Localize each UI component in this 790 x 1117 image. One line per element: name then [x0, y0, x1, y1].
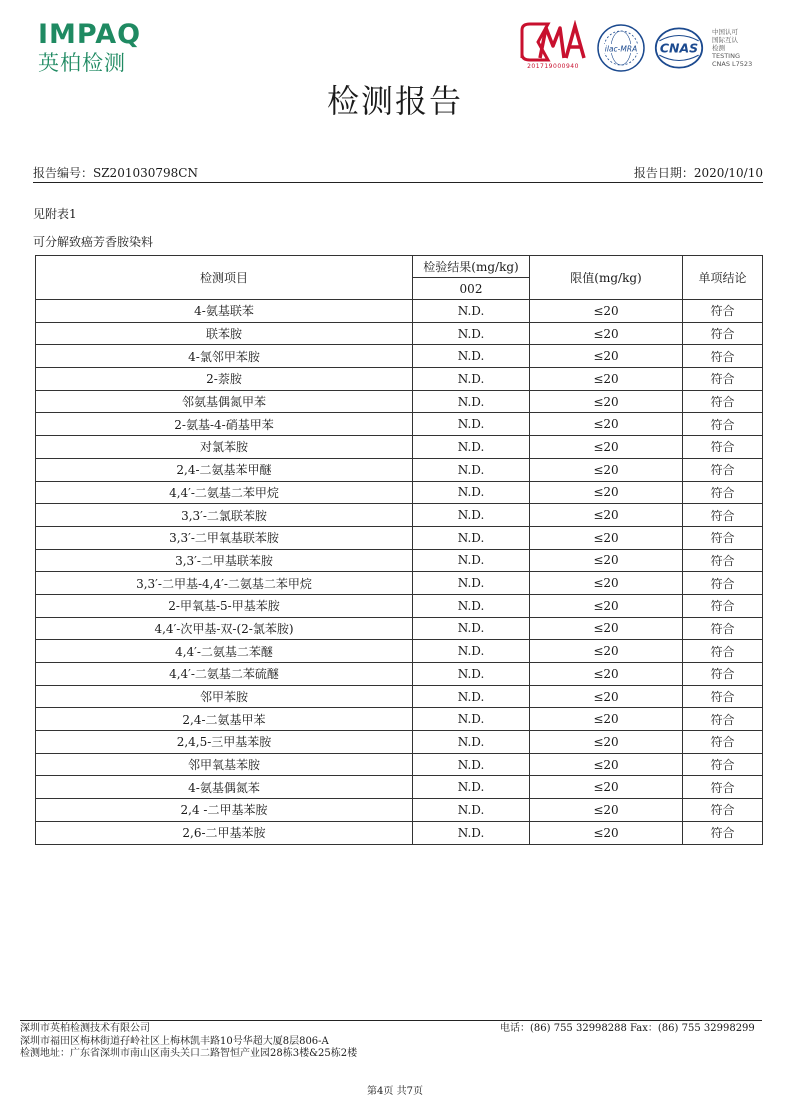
table-row: [36, 617, 763, 640]
report-date: 报告日期：2020/10/10: [633, 166, 763, 180]
cell-limit: ≤20: [530, 368, 683, 391]
table-row: [36, 663, 763, 686]
table-row: [36, 549, 763, 572]
cell-limit: ≤20: [530, 526, 683, 549]
cell-conclusion: 符合: [683, 640, 763, 663]
cnas-icon: [654, 23, 704, 73]
cell-test-item: 2,4-二氨基苯甲醚: [36, 458, 413, 481]
cell-limit: ≤20: [530, 776, 683, 799]
cell-result: N.D.: [413, 300, 530, 323]
cma-number: 201719000940: [527, 63, 579, 70]
ilac-mra-icon: [596, 23, 646, 73]
table-row: [36, 799, 763, 822]
cell-test-item: 对氯苯胺: [36, 436, 413, 459]
logo-wordmark: IMPAQ: [38, 19, 142, 50]
table-row: [36, 708, 763, 731]
cnas-caption-line: 检测: [712, 44, 725, 52]
cell-conclusion: 符合: [683, 368, 763, 391]
header-conclusion: 单项结论: [683, 256, 763, 300]
table-row: [36, 368, 763, 391]
cell-result: N.D.: [413, 322, 530, 345]
cell-conclusion: 符合: [683, 708, 763, 731]
cma-logo-icon: [518, 20, 588, 64]
cell-limit: ≤20: [530, 821, 683, 844]
cell-conclusion: 符合: [683, 572, 763, 595]
cell-result: N.D.: [413, 504, 530, 527]
cnas-text: CNAS: [659, 40, 699, 56]
cell-result: N.D.: [413, 458, 530, 481]
cell-limit: ≤20: [530, 413, 683, 436]
annex-label: 见附表1: [33, 207, 77, 221]
cell-limit: ≤20: [530, 300, 683, 323]
table-row: [36, 458, 763, 481]
header-test-item: 检测项目: [36, 256, 413, 300]
cell-test-item: 邻氨基偶氮甲苯: [36, 390, 413, 413]
header-result: 检验结果(mg/kg): [413, 256, 530, 278]
cell-result: N.D.: [413, 572, 530, 595]
cell-result: N.D.: [413, 481, 530, 504]
cell-limit: ≤20: [530, 799, 683, 822]
cell-limit: ≤20: [530, 753, 683, 776]
cell-result: N.D.: [413, 413, 530, 436]
footer-company: 深圳市英柏检测技术有限公司: [20, 1023, 150, 1034]
cell-test-item: 联苯胺: [36, 322, 413, 345]
report-meta: [33, 162, 763, 183]
cell-result: N.D.: [413, 345, 530, 368]
logo-subtitle: 英柏检测: [38, 51, 126, 75]
cell-result: N.D.: [413, 776, 530, 799]
cell-limit: ≤20: [530, 663, 683, 686]
table-row: [36, 526, 763, 549]
cell-conclusion: 符合: [683, 526, 763, 549]
cell-result: N.D.: [413, 799, 530, 822]
report-title: 检测报告: [326, 82, 463, 120]
cell-conclusion: 符合: [683, 799, 763, 822]
cell-test-item: 2-萘胺: [36, 368, 413, 391]
cell-limit: ≤20: [530, 685, 683, 708]
cell-test-item: 4-氨基联苯: [36, 300, 413, 323]
report-number: 报告编号：SZ201030798CN: [33, 166, 198, 180]
cell-test-item: 2,4,5-三甲基苯胺: [36, 731, 413, 754]
company-logo: [38, 20, 168, 76]
table-row: [36, 413, 763, 436]
table-row: [36, 753, 763, 776]
cell-test-item: 4,4′-二氨基二苯硫醚: [36, 663, 413, 686]
cell-conclusion: 符合: [683, 776, 763, 799]
cma-mark: [518, 20, 588, 76]
cell-result: N.D.: [413, 708, 530, 731]
footer-lab-address: 检测地址：广东省深圳市南山区南头关口二路智恒产业园28栋3楼&25栋2楼: [20, 1048, 358, 1059]
section-title: 可分解致癌芳香胺染料: [33, 235, 154, 249]
table-row: [36, 776, 763, 799]
cnas-caption-line: 国际互认: [712, 36, 738, 44]
cell-result: N.D.: [413, 685, 530, 708]
table-row: [36, 345, 763, 368]
cell-limit: ≤20: [530, 549, 683, 572]
cell-test-item: 3,3′-二甲基-4,4′-二氨基二苯甲烷: [36, 572, 413, 595]
table-row: [36, 594, 763, 617]
cell-test-item: 4-氨基偶氮苯: [36, 776, 413, 799]
cell-conclusion: 符合: [683, 481, 763, 504]
cell-result: N.D.: [413, 368, 530, 391]
cell-test-item: 4,4′-次甲基-双-(2-氯苯胺): [36, 617, 413, 640]
cell-test-item: 4-氯邻甲苯胺: [36, 345, 413, 368]
cell-result: N.D.: [413, 753, 530, 776]
cell-test-item: 3,3′-二氯联苯胺: [36, 504, 413, 527]
table-row: [36, 504, 763, 527]
cell-result: N.D.: [413, 640, 530, 663]
cell-limit: ≤20: [530, 504, 683, 527]
cell-conclusion: 符合: [683, 345, 763, 368]
cell-test-item: 2-氨基-4-硝基甲苯: [36, 413, 413, 436]
footer-phone: 电话：(86) 755 32998288 Fax：(86) 755 32998299: [500, 1023, 755, 1034]
table-row: [36, 731, 763, 754]
footer: [20, 1020, 762, 1059]
table-row: [36, 390, 763, 413]
cell-result: N.D.: [413, 663, 530, 686]
cell-result: N.D.: [413, 617, 530, 640]
table-row: [36, 436, 763, 459]
cell-test-item: 4,4′-二氨基二苯醚: [36, 640, 413, 663]
cell-limit: ≤20: [530, 436, 683, 459]
cell-limit: ≤20: [530, 572, 683, 595]
page-number: 第4页 共7页: [367, 1086, 423, 1097]
cell-test-item: 邻甲苯胺: [36, 685, 413, 708]
cell-conclusion: 符合: [683, 322, 763, 345]
cell-conclusion: 符合: [683, 685, 763, 708]
cell-result: N.D.: [413, 594, 530, 617]
cell-conclusion: 符合: [683, 731, 763, 754]
cell-conclusion: 符合: [683, 821, 763, 844]
header-sample-id: 002: [413, 278, 530, 300]
cell-limit: ≤20: [530, 617, 683, 640]
cell-test-item: 邻甲氧基苯胺: [36, 753, 413, 776]
cell-test-item: 3,3′-二甲氧基联苯胺: [36, 526, 413, 549]
cell-conclusion: 符合: [683, 390, 763, 413]
cell-limit: ≤20: [530, 345, 683, 368]
cell-result: N.D.: [413, 390, 530, 413]
table-row: [36, 685, 763, 708]
cell-conclusion: 符合: [683, 504, 763, 527]
cell-result: N.D.: [413, 821, 530, 844]
cnas-caption-line: 中国认可: [712, 28, 738, 36]
cnas-caption-line: TESTING: [712, 52, 740, 60]
certification-marks: [518, 20, 760, 76]
cell-result: N.D.: [413, 731, 530, 754]
footer-address: 深圳市福田区梅林街道孖岭社区上梅林凯丰路10号华超大厦8层806-A: [20, 1035, 329, 1047]
cell-conclusion: 符合: [683, 594, 763, 617]
cell-conclusion: 符合: [683, 617, 763, 640]
header-limit: 限值(mg/kg): [530, 256, 683, 300]
cell-test-item: 2,6-二甲基苯胺: [36, 821, 413, 844]
cell-conclusion: 符合: [683, 753, 763, 776]
table-row: [36, 572, 763, 595]
cell-test-item: 2-甲氧基-5-甲基苯胺: [36, 594, 413, 617]
cell-result: N.D.: [413, 436, 530, 459]
cell-test-item: 4,4′-二氨基二苯甲烷: [36, 481, 413, 504]
cell-limit: ≤20: [530, 594, 683, 617]
cnas-caption: [712, 28, 760, 68]
cell-conclusion: 符合: [683, 663, 763, 686]
cell-result: N.D.: [413, 526, 530, 549]
table-row: [36, 322, 763, 345]
cell-limit: ≤20: [530, 390, 683, 413]
cell-test-item: 2,4 -二甲基苯胺: [36, 799, 413, 822]
cell-limit: ≤20: [530, 458, 683, 481]
table-row: [36, 640, 763, 663]
table-row: [36, 481, 763, 504]
cnas-caption-line: CNAS L7523: [712, 60, 753, 68]
cell-conclusion: 符合: [683, 458, 763, 481]
cell-test-item: 2,4-二氨基甲苯: [36, 708, 413, 731]
cell-conclusion: 符合: [683, 300, 763, 323]
table-row: [36, 300, 763, 323]
cell-limit: ≤20: [530, 322, 683, 345]
cell-conclusion: 符合: [683, 436, 763, 459]
cell-conclusion: 符合: [683, 413, 763, 436]
cell-limit: ≤20: [530, 640, 683, 663]
cell-limit: ≤20: [530, 708, 683, 731]
cell-result: N.D.: [413, 549, 530, 572]
footer-address-block: [20, 1023, 357, 1061]
cell-conclusion: 符合: [683, 549, 763, 572]
ilac-text: ilac-MRA: [604, 44, 638, 54]
results-table: [35, 255, 763, 845]
table-header-row: [36, 256, 763, 278]
cell-limit: ≤20: [530, 481, 683, 504]
cell-limit: ≤20: [530, 731, 683, 754]
table-row: [36, 821, 763, 844]
cell-test-item: 3,3′-二甲基联苯胺: [36, 549, 413, 572]
